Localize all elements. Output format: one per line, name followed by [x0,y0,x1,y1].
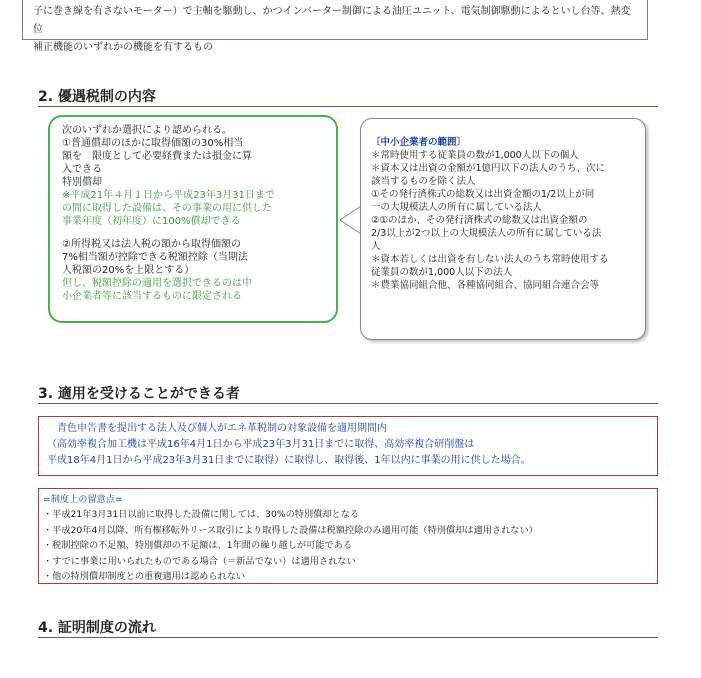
text-line: 該当するものを除く法人 [371,176,476,187]
text-line: 平成18年4月1日から平成23年3月31日までに取得）に取得し、取得後、1年以内に事業の用に供した場合。 [47,455,531,466]
text-line: 特別償却 [62,177,102,188]
note-line: の間に取得した設備は、その事業の用に供した [62,203,272,214]
tax-benefit-box [48,115,338,323]
top-text-line: 補正機能のいずれかの機能を有するもの [33,42,213,53]
note-line: ※平成21年４月１日から平成23年3月31日まで [62,190,275,201]
top-text-line: 子に巻き線を有さないモーター）で主軸を駆動し、かつインバーター制御による油圧ユニット、電気制御駆動によるといし台等、熱変位 [33,6,631,35]
top-description-box [22,0,648,53]
text-line: ②①のほか、その発行済株式の総数又は出資金額の [371,215,588,226]
text-line: ＊常時使用する従業員の数が1,000人以下の個人 [371,150,579,161]
text-line: 7%相当額が控除できる税額控除（当期法 [62,252,248,263]
section-divider [38,106,658,107]
section-divider [38,637,658,638]
text-line: ＊農業協同組合他、各種協同組合、協同組合連合会等 [371,280,600,291]
text-line: ①その発行済株式の総数又は出資金額の1/2以上が同 [371,189,595,200]
text-line: ＊資本又は出資の金額が1億円以下の法人のうち、次に [371,163,606,174]
text-line: 2/3以上が2つ以上の大規模法人の所有に属している法 [371,228,602,239]
text-line: 一の大規模法人の所有に属している法人 [371,202,543,213]
section-4-heading: 4. 証明制度の流れ [38,620,156,636]
notes-title: =制度上の留意点= [43,494,123,505]
section-2-heading: 2. 優遇税制の内容 [38,89,156,105]
text-line: ＊資本若しくは出資を有しない法人のうち常時使用する [371,254,609,265]
note-line: 但し、税額控除の適用を選択できるのは中 [62,278,252,289]
notes-box [38,488,658,584]
note-line: 小企業者等に該当するものに限定される [62,291,242,302]
text-line: 人税額の20%を上限とする） [62,265,195,276]
eligibility-box [38,416,658,476]
text-line: ①普通償却のほかに取得価額の30%相当 [62,138,244,149]
note-item: ・税制控除の不足額、特別償却の不足額は、1年間の繰り越しが可能である [43,540,353,552]
note-item: ・平成21年3月31日以前に取得した設備に関しては、30%の特別償却となる [43,509,360,521]
note-item: ・他の特別償却制度との重複適用は認められない [43,571,246,583]
note-item: ・平成20年4月以降、所有権移転外リース取引により取得した設備は税額控除のみ適用可能（特別償却は適用されない） [43,524,538,536]
text-line: ②所得税又は法人税の額から取得価額の [62,239,241,250]
section-3-heading: 3. 適用を受けることができる者 [38,386,240,402]
note-line: 事業年度（初年度）に100%償却できる [62,216,241,227]
text-line: （高効率複合加工機は平成16年4月1日から平成23年3月31日までに取得、高効率複合研削盤は [47,439,475,450]
sme-scope-title: 〔中小企業者の範囲〕 [371,137,467,148]
text-line: 次のいずれか選択により認められる。 [62,125,232,136]
text-line: 青色申告書を提出する法人及び個人がエネ革税制の対象設備を適用期間内 [57,423,387,434]
section-divider [38,403,658,404]
sme-scope-box [360,118,646,340]
text-line: 入できる [62,164,102,175]
text-line: 人 [371,241,381,252]
text-line: 額を 限度として必要経費または損金に算 [62,151,252,162]
note-item: ・すでに事業に用いられたものである場合（＝新品でない）は適用されない [43,555,356,567]
text-line: 従業員の数が1,000人以下の法人 [371,267,513,278]
